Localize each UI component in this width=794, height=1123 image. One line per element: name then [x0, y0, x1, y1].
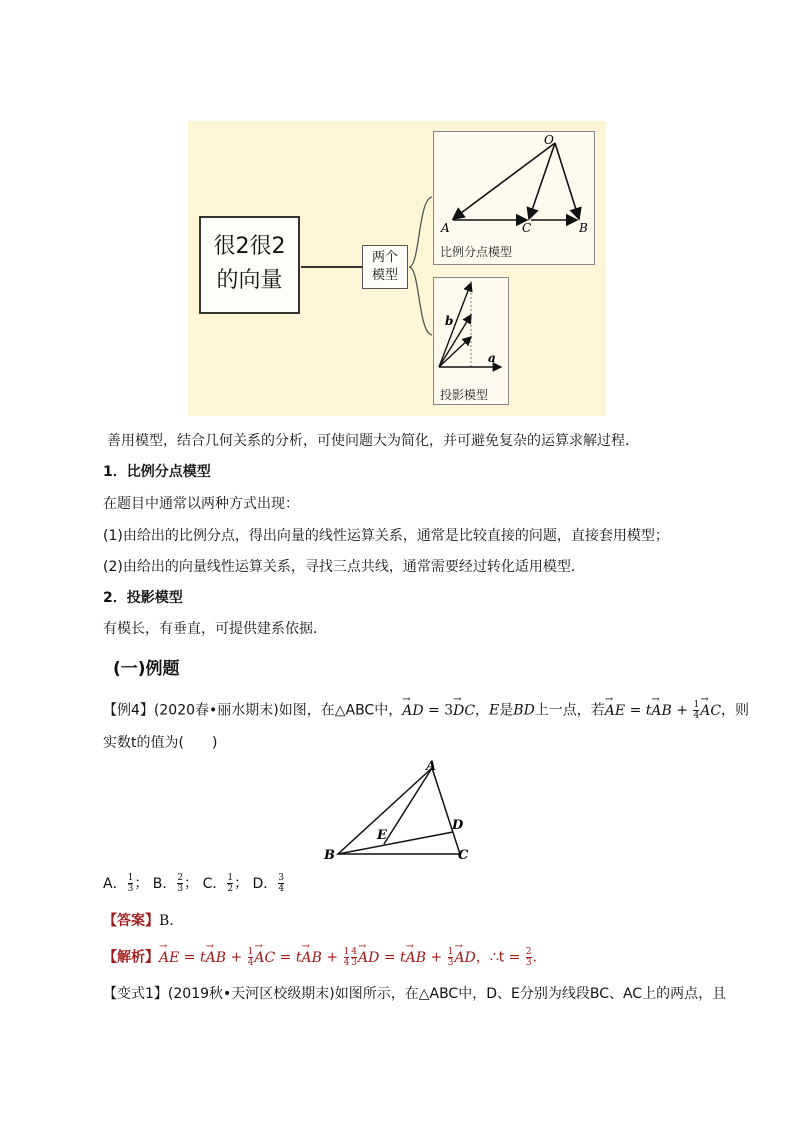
answer-tag: 【答案】 — [103, 913, 159, 929]
triangle-label-D: D — [452, 818, 464, 833]
two-models-box — [362, 245, 408, 289]
variant1-text: (2019秋•天河区校级期末)如图所示，在△ABC中，D、E分别为线段BC、AC上的两点，且 — [167, 986, 727, 1002]
choice-C[interactable]: C． $\frac{1}{2}$ — [202, 873, 234, 894]
section1-title: 1．比例分点模型 — [103, 464, 211, 480]
example4-question: 实数t的值为( ) — [103, 735, 218, 751]
section2-title: 2．投影模型 — [103, 590, 183, 606]
answer-line — [103, 911, 174, 931]
label-a: a — [488, 351, 496, 365]
choice-D[interactable]: D． $\frac{3}{4}$ — [252, 873, 285, 894]
section1-line1: 在题目中通常以两种方式出现： — [103, 496, 299, 512]
section1-line3: (2)由给出的向量线性运算关系，寻找三点共线，通常需要经过转化适用模型． — [103, 559, 585, 575]
example4-tag: 【例4】 — [103, 702, 154, 719]
two-models-line2: 模型 — [371, 268, 398, 283]
label-b: b — [445, 314, 454, 328]
variant1-line — [103, 984, 726, 1004]
main-topic-line1: 很2很2 — [213, 234, 286, 259]
main-topic-line2: 的向量 — [216, 268, 283, 293]
analysis-result: ∴t = — [489, 949, 521, 966]
section1-line2: (1)由给出的比例分点，得出向量的线性运算关系，通常是比较直接的问题，直接套用模型； — [103, 528, 669, 544]
label-A: A — [441, 221, 450, 235]
vector-b1 — [439, 283, 471, 367]
example4-triangle-figure — [320, 758, 480, 864]
vector-OB — [555, 143, 579, 219]
triangle-label-E: E — [377, 828, 387, 843]
example4-source: (2020春•丽水期末)如图，在△ABC中， — [153, 702, 403, 719]
projection-model-caption: 投影模型 — [440, 388, 489, 402]
analysis-line: 【解析】→ AE = t→ AB + $\frac{1}{4}$ → AC = t→ AB + $\frac{1}{4}$ $\frac{4}{3}$ → AD = t→ AB + $\frac{1}{3}$ → AD，∴t = $\frac{2}{3}$ . — [103, 947, 537, 968]
ratio-model-caption: 比例分点模型 — [440, 245, 513, 259]
section2-line1: 有模长，有垂直，可提供建系依据． — [103, 621, 327, 637]
variant1-tag: 【变式1】 — [103, 986, 168, 1002]
two-models-line1: 两个 — [371, 250, 398, 265]
main-topic-box — [199, 216, 300, 314]
intro-paragraph: 善用模型，结合几何关系的分析，可使问题大为简化，并可避免复杂的运算求解过程． — [107, 433, 639, 449]
choice-B[interactable]: B． $\frac{2}{3}$ — [152, 873, 184, 894]
triangle-label-C: C — [458, 848, 469, 863]
choice-A[interactable]: A． $\frac{1}{3}$ — [103, 873, 134, 894]
example4-statement: 【例4】(2020春•丽水期末)如图，在△ABC中，→ AD = 3→ DC，E是BD上一点，若→ AE = t→ AB + $\frac{1}{4}$ → AC，则 — [103, 700, 749, 721]
label-B: B — [579, 221, 588, 235]
answer-value: B. — [159, 913, 174, 929]
vector-OA — [453, 143, 555, 219]
example4-choices: A． $\frac{1}{3}$ ； B． $\frac{2}{3}$ ； C． $\frac{1}{2}$ ； D． $\frac{3}{4}$ — [103, 873, 285, 894]
label-O: O — [544, 133, 554, 147]
vector-OC — [529, 143, 555, 219]
triangle-label-B: B — [324, 848, 335, 863]
label-C: C — [522, 221, 532, 235]
analysis-tag: 【解析】 — [103, 949, 159, 966]
examples-heading: (一)例题 — [113, 659, 180, 679]
triangle-label-A: A — [426, 759, 437, 774]
